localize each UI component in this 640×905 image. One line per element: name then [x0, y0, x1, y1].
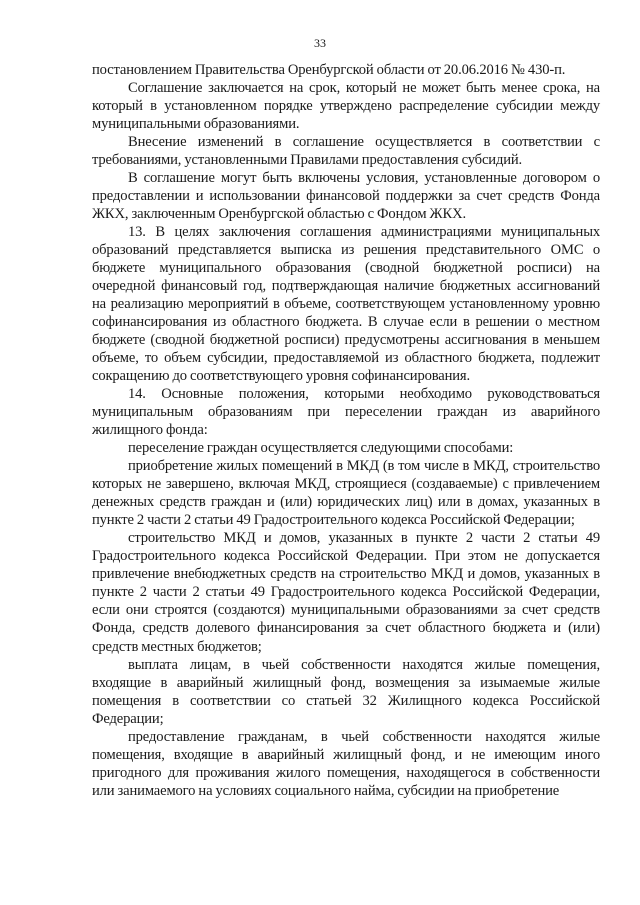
body-text: [92, 61, 600, 800]
paragraph: приобретение жилых помещений в МКД (в том числе в МКД, строительство которых не завершено, включая МКД, строящиеся (создаваемые) с привлечением денежных средств граждан и (или) юридических лиц) или в домах, указанных в пункте 2 части 2 статьи 49 Градостроительного кодекса Российской Федерации;: [92, 458, 600, 529]
paragraph: выплата лицам, в чьей собственности находятся жилые помещения, входящие в аварийный жилищный фонд, возмещения за изымаемые жилые помещения в соответствии со статьей 32 Жилищного кодекса Российской Федерации;: [92, 656, 600, 727]
paragraph: предоставление гражданам, в чьей собственности находятся жилые помещения, входящие в аварийный жилищный фонд, и не имеющим иного пригодного для проживания жилого помещения, находящегося в собственности или занимаемого на условиях социального найма, субсидии на приобретение: [92, 728, 600, 799]
paragraph: строительство МКД и домов, указанных в пункте 2 части 2 статьи 49 Градостроительного кодекса Российской Федерации. При этом не допускается привлечение внебюджетных средств на строительство МКД и домов, указанных в пункте 2 части 2 статьи 49 Градостроительного кодекса Российской Федерации, если они строятся (создаются) муниципальными образованиями за счет средств Фонда, средств долевого финансирования за счет областного бюджета и (или) средств местных бюджетов;: [92, 530, 600, 655]
paragraph: переселение граждан осуществляется следующими способами:: [128, 440, 514, 457]
paragraph: Соглашение заключается на срок, который не может быть менее срока, на который в установленном порядке утверждено распределение субсидии между муниципальными образованиями.: [92, 80, 600, 133]
paragraph: постановлением Правительства Оренбургской области от 20.06.2016 № 430-п.: [92, 62, 566, 78]
paragraph-item-14: 14. Основные положения, которыми необходимо руководствоваться муниципальным образованиям при переселении граждан из аварийного жилищного фонда:: [92, 386, 600, 439]
page-number: 33: [314, 36, 326, 50]
paragraph-item-13: 13. В целях заключения соглашения администрациями муниципальных образований представляется выписка из решения представительного ОМС о бюджете муниципального образования (сводной бюджетной росписи) на очередной финансовый год, подтверждающая наличие бюджетных ассигнований на реализацию мероприятий в объеме, соответствующем установленному уровню софинансирования из областного бюджета. В случае если в решении о местном бюджете (сводной бюджетной росписи) предусмотрены ассигнования в меньшем объеме, то объем субсидии, предоставляемой из областного бюджета, подлежит сокращению до соответствующего уровня софинансирования.: [92, 224, 600, 385]
paragraph: В соглашение могут быть включены условия, установленные договором о предоставлении и использовании финансовой поддержки за счет средств Фонда ЖКХ, заключенным Оренбургской областью с Фондом ЖКХ.: [92, 170, 600, 223]
paragraph: Внесение изменений в соглашение осуществляется в соответствии с требованиями, установленными Правилами предоставления субсидий.: [92, 134, 600, 169]
